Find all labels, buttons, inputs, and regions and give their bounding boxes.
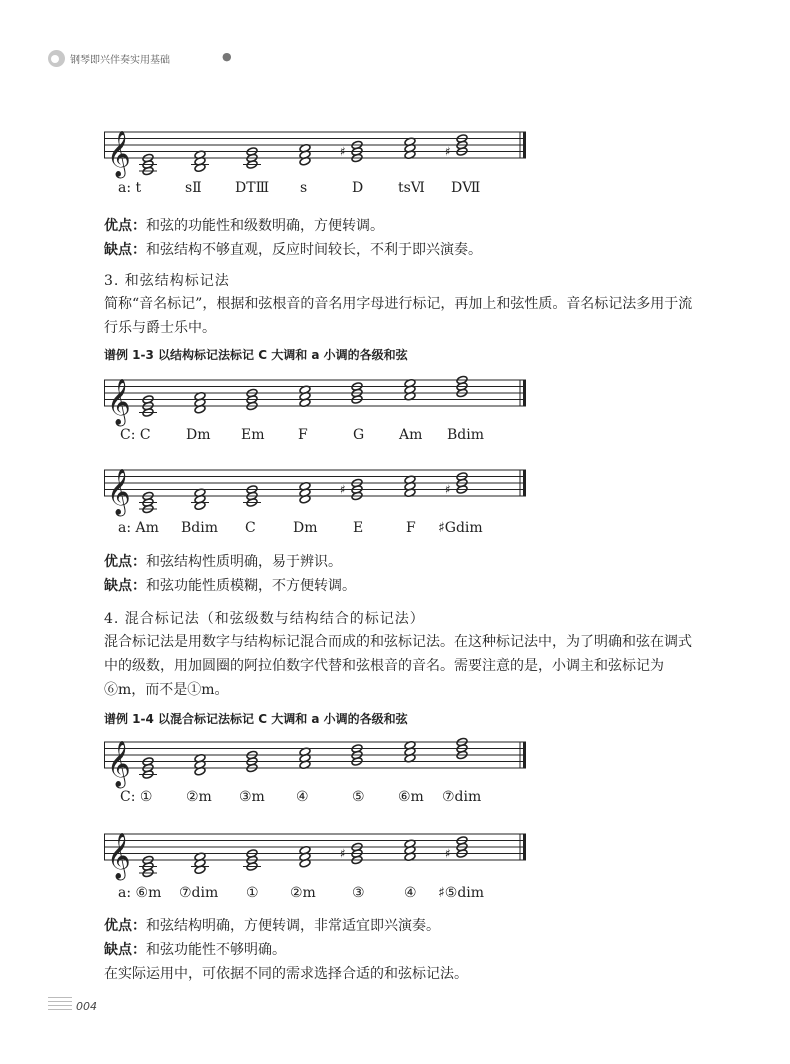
chord-label: tsⅥ — [398, 180, 425, 196]
treble-clef-icon: 𝄞 — [107, 469, 131, 515]
header-bullet: ● — [222, 50, 232, 63]
staff-svg — [104, 730, 528, 790]
chord-label: Bdim — [181, 520, 219, 536]
section-heading: 4. 混合标记法（和弦级数与结构结合的标记法） — [104, 611, 425, 627]
chord-label: D — [352, 180, 364, 196]
footer-lines-icon — [48, 997, 72, 1010]
treble-clef-icon: 𝄞 — [107, 833, 131, 879]
treble-clef-icon: 𝄞 — [107, 379, 131, 425]
book-title: 钢琴即兴伴奏实用基础 — [70, 55, 170, 66]
sharp-icon: ♯ — [445, 482, 451, 497]
staff5-labels — [0, 885, 790, 905]
sharp-icon: ♯ — [340, 144, 346, 159]
staff1-labels — [0, 180, 790, 200]
disadvantage-label: 缺点： — [104, 242, 146, 258]
page-number: 004 — [76, 1000, 97, 1013]
disadvantage-label: 缺点： — [104, 578, 146, 594]
chord-label: ②m — [186, 789, 212, 805]
advantage-line — [104, 216, 384, 236]
chord-label: F — [298, 427, 308, 443]
example-caption: 谱例 1-3 以结构标记法标记 C 大调和 a 小调的各级和弦 — [104, 348, 408, 362]
treble-clef-icon: 𝄞 — [107, 741, 131, 787]
disadvantage-line — [104, 576, 356, 596]
chord-label: DTⅢ — [235, 180, 270, 196]
disadvantage-text: 和弦结构不够直观，反应时间较长，不利于即兴演奏。 — [146, 242, 482, 258]
disadvantage-line — [104, 240, 482, 260]
chord-label: ③m — [239, 789, 265, 805]
chord-label: DⅦ — [451, 180, 481, 196]
advantage-label: 优点： — [104, 218, 146, 234]
chord-label: F — [406, 520, 416, 536]
sharp-icon: ♯ — [340, 482, 346, 497]
closing-sentence: 在实际运用中，可依据不同的需求选择合适的和弦标记法。 — [104, 966, 468, 982]
staff-a-minor-mixed — [104, 822, 528, 882]
staff4-labels — [0, 789, 790, 809]
staff-svg — [104, 368, 528, 428]
chord-label: E — [353, 520, 364, 536]
section-heading: 3. 和弦结构标记法 — [104, 273, 230, 289]
chord-label: Em — [241, 427, 265, 443]
staff-a-minor-structure — [104, 458, 528, 518]
sharp-icon: ♯ — [445, 144, 451, 159]
staff3-labels — [0, 520, 790, 540]
advantage-text: 和弦结构性质明确，易于辨识。 — [146, 554, 342, 570]
disadvantage-label: 缺点： — [104, 942, 146, 958]
barline-double-thick — [523, 742, 526, 768]
advantage-label: 优点： — [104, 918, 146, 934]
page-footer — [48, 997, 97, 1013]
advantage-text: 和弦结构明确，方便转调，非常适宜即兴演奏。 — [146, 918, 440, 934]
disadvantage-text: 和弦功能性不够明确。 — [146, 942, 286, 958]
treble-clef-icon: 𝄞 — [107, 131, 131, 177]
example-caption: 谱例 1-4 以混合标记法标记 C 大调和 a 小调的各级和弦 — [104, 712, 408, 726]
staff-svg — [104, 120, 528, 180]
chord-label: ③ — [352, 885, 365, 901]
book-logo-icon — [48, 50, 65, 67]
chord-label: G — [353, 427, 365, 443]
staff-c-major-mixed — [104, 730, 528, 790]
sharp-icon: ♯ — [340, 846, 346, 861]
staff2-labels — [0, 427, 790, 447]
sharp-icon: ♯ — [445, 846, 451, 861]
chord-label: a: t — [118, 180, 142, 196]
chord-label: ②m — [290, 885, 316, 901]
chord-label: sⅡ — [185, 180, 202, 196]
chord-label: s — [300, 180, 308, 196]
staff-svg — [104, 822, 528, 882]
chord-label: Am — [399, 427, 423, 443]
chord-label: ① — [246, 885, 259, 901]
barline-double-thick — [523, 380, 526, 406]
chord-label: ♯Gdim — [438, 520, 483, 536]
chord-label: C — [245, 520, 256, 536]
chord-label: a: ⑥m — [118, 885, 162, 901]
barline-double-thick — [523, 132, 526, 158]
chord-label: ♯⑤dim — [438, 885, 485, 901]
section-body: 简称“音名标记”，根据和弦根音的音名用字母进行标记，再加上和弦性质。音名标记法多用于流行乐与爵士乐中。 — [104, 296, 693, 336]
chord-label: ⑤ — [352, 789, 365, 805]
disadvantage-text: 和弦功能性质模糊，不方便转调。 — [146, 578, 356, 594]
chord-label: ⑥m — [398, 789, 424, 805]
chord-label: ④ — [404, 885, 417, 901]
advantage-line — [104, 916, 440, 936]
section-body: 混合标记法是用数字与结构标记混合而成的和弦标记法。在这种标记法中，为了明确和弦在调式中的级数，用加圆圈的阿拉伯数字代替和弦根音的音名。需要注意的是，小调主和弦标记为⑥m，而不是①m。 — [104, 634, 692, 698]
chord-label: Bdim — [447, 427, 485, 443]
chord-label: Dm — [186, 427, 211, 443]
advantage-label: 优点： — [104, 554, 146, 570]
disadvantage-line — [104, 940, 286, 960]
staff-svg — [104, 458, 528, 518]
chord-label: ⑦dim — [442, 789, 482, 805]
staff-c-major-structure — [104, 368, 528, 428]
chord-label: C: C — [120, 427, 151, 443]
chord-label: C: ① — [120, 789, 153, 805]
chord-label: ⑦dim — [179, 885, 219, 901]
advantage-text: 和弦的功能性和级数明确，方便转调。 — [146, 218, 384, 234]
barline-double-thick — [523, 470, 526, 496]
chord-label: Dm — [293, 520, 318, 536]
advantage-line — [104, 552, 342, 572]
chord-label: ④ — [296, 789, 309, 805]
staff-a-minor-function — [104, 120, 528, 180]
barline-double-thick — [523, 834, 526, 860]
chord-label: a: Am — [118, 520, 159, 536]
